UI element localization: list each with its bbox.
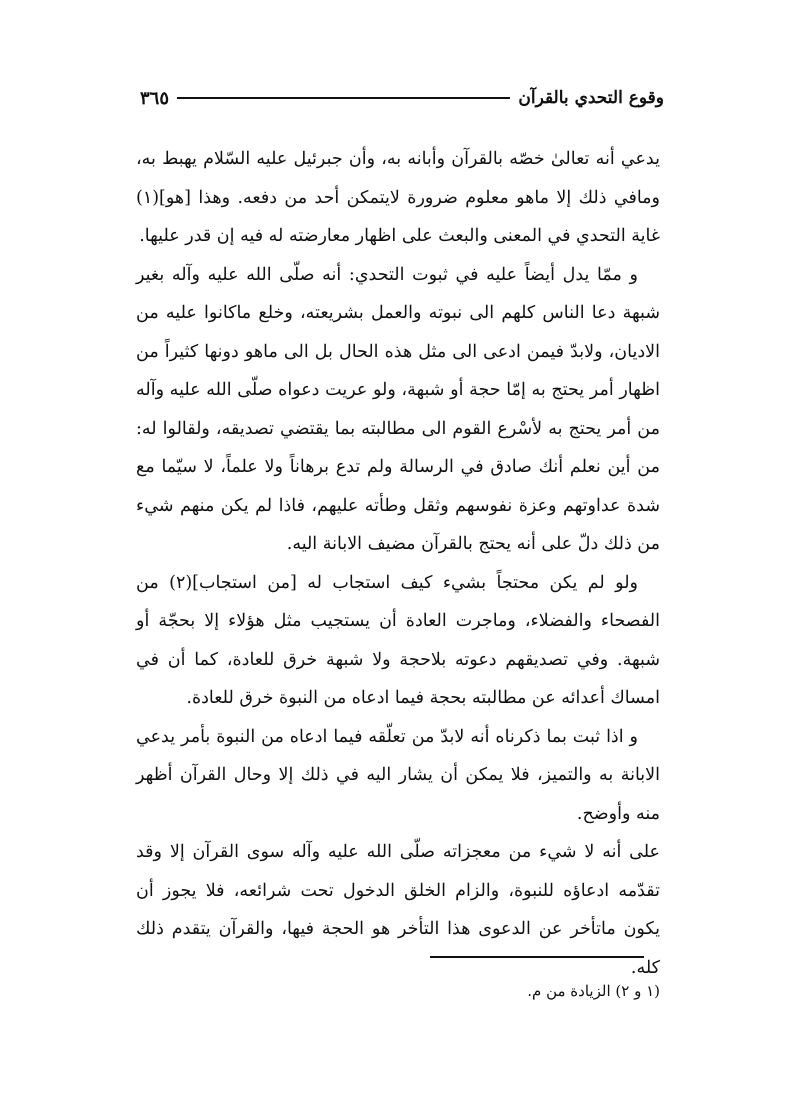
paragraph-1: يدعي أنه تعالىٰ خصّه بالقرآن وأبانه به، وأن جبرئيل عليه السّلام يهبط به، ومافي ذلك إلا ماهو معلوم ضرورة لايتمكن أحد من دفعه. وهذا [هو](١) غاية التحدي في المعنى والبعث على اظهار معارضته له فيه إن قدر عليها. [136, 149, 660, 246]
paragraph-3: ولو لم يكن محتجاً بشيء كيف استجاب له [من استجاب](٢) من الفصحاء والفضلاء، وماجرت العادة أن يستجيب مثل هؤلاء إلا بحجّة أو شبهة. وفي تصديقهم دعوته بلاحجة ولا شبهة خرق للعادة، كما أن في امساك أعدائه عن مطالبته بحجة فيما ادعاه من النبوة خرق للعادة. [136, 572, 660, 708]
footnote-rule [430, 956, 644, 958]
page-number: ٣٦٥ [140, 87, 170, 109]
running-header [140, 84, 664, 112]
body-text [136, 140, 660, 987]
paragraph-5: على أنه لا شيء من معجزاته صلّى الله عليه وآله سوى القرآن إلا وقد تقدّمه ادعاؤه للنبوة، والزام الخلق الدخول تحت شرائعه، فلا يجوز أن يكون ماتأخر عن الدعوى هذا التأخر هو الحجة فيها، والقرآن يتقدم ذلك كله. [136, 842, 660, 978]
paragraph-2: و ممّا يدل أيضاً عليه في ثبوت التحدي: أنه صلّى الله عليه وآله بغير شبهة دعا الناس كلهم الى نبوته والعمل بشريعته، وخلع ماكانوا عليه من الاديان، ولابدّ فيمن ادعى الى مثل هذه الحال بل الى ماهو دونها كثيراً من اظهار أمر يحتج به إمّا حجة أو شبهة، ولو عريت دعواه صلّى الله عليه وآله من أمر يحتج به لأسْرع القوم الى مطالبته بما يقتضي تصديقه، ولقالوا له: من أين نعلم أنك صادق في الرسالة ولم تدع برهاناً ولا علماً، لا سيّما مع شدة عداوتهم وعزة نفوسهم وثقل وطأته عليهم، فاذا لم يكن منهم شيء من ذلك دلّ على أنه يحتج بالقرآن مضيف الابانة اليه. [136, 264, 660, 554]
footnote: (١ و ٢) الزيادة من م. [527, 982, 660, 1000]
header-rule [177, 97, 510, 99]
running-title: وقوع التحدي بالقرآن [518, 88, 664, 108]
paragraph-4: و اذا ثبت بما ذكرناه أنه لابدّ من تعلّقه فيما ادعاه من النبوة بأمر يدعي الابانة به والتميز، فلا يمكن أن يشار اليه في ذلك إلا وحال القرآن أظهر منه وأوضح. [136, 726, 660, 824]
